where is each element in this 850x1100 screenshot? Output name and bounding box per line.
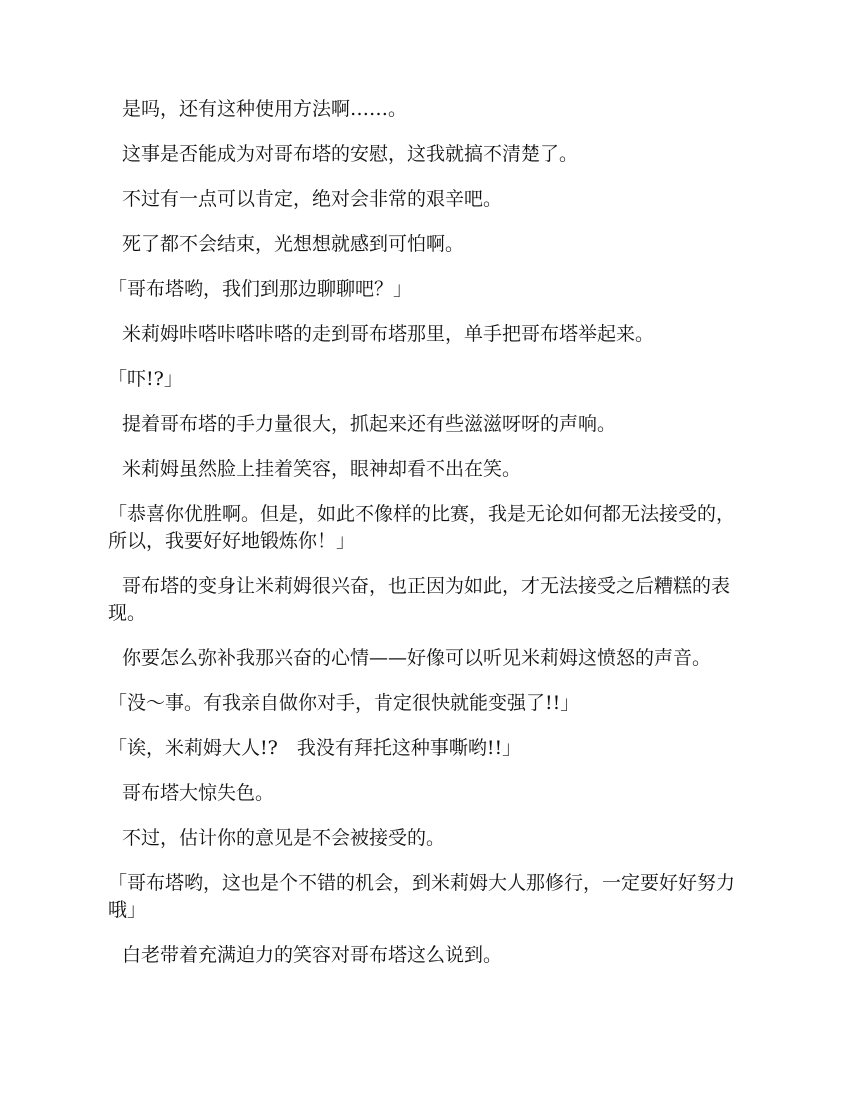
dialogue-line: 「诶，米莉姆大人!? 我没有拜托这种事嘶哟!!」 bbox=[108, 737, 522, 759]
paragraph: 是吗，还有这种使用方法啊……。 bbox=[122, 98, 408, 120]
paragraph: 死了都不会结束，光想想就感到可怕啊。 bbox=[122, 233, 465, 255]
dialogue-line: 「哥布塔哟，我们到那边聊聊吧？」 bbox=[108, 278, 413, 300]
dialogue-line: 「吓!?」 bbox=[108, 368, 183, 390]
paragraph: 不过有一点可以肯定，绝对会非常的艰辛吧。 bbox=[122, 188, 503, 210]
paragraph: 提着哥布塔的手力量很大，抓起来还有些滋滋呀呀的声响。 bbox=[122, 413, 617, 435]
paragraph: 哥布塔大惊失色。 bbox=[122, 782, 275, 804]
dialogue-line: 「哥布塔哟，这也是个不错的机会，到米莉姆大人那修行，一定要好好努力哦」 bbox=[108, 872, 736, 921]
paragraph: 这事是否能成为对哥布塔的安慰，这我就搞不清楚了。 bbox=[122, 143, 579, 165]
paragraph: 米莉姆咔嗒咔嗒咔嗒的走到哥布塔那里，单手把哥布塔举起来。 bbox=[122, 323, 655, 345]
paragraph: 白老带着充满迫力的笑容对哥布塔这么说到。 bbox=[122, 944, 503, 966]
dialogue-line: 「没～事。有我亲自做你对手，肯定很快就能变强了!!」 bbox=[108, 692, 580, 714]
paragraph: 你要怎么弥补我那兴奋的心情——好像可以听见米莉姆这愤怒的声音。 bbox=[122, 647, 712, 669]
body-text bbox=[108, 96, 748, 987]
paragraph: 米莉姆虽然脸上挂着笑容，眼神却看不出在笑。 bbox=[122, 458, 522, 480]
paragraph: 不过，估计你的意见是不会被接受的。 bbox=[122, 827, 446, 849]
dialogue-line: 「恭喜你优胜啊。但是，如此不像样的比赛，我是无论如何都无法接受的，所以，我要好好地锻炼你！」 bbox=[108, 503, 736, 552]
paragraph: 哥布塔的变身让米莉姆很兴奋，也正因为如此，才无法接受之后糟糕的表现。 bbox=[108, 575, 731, 624]
